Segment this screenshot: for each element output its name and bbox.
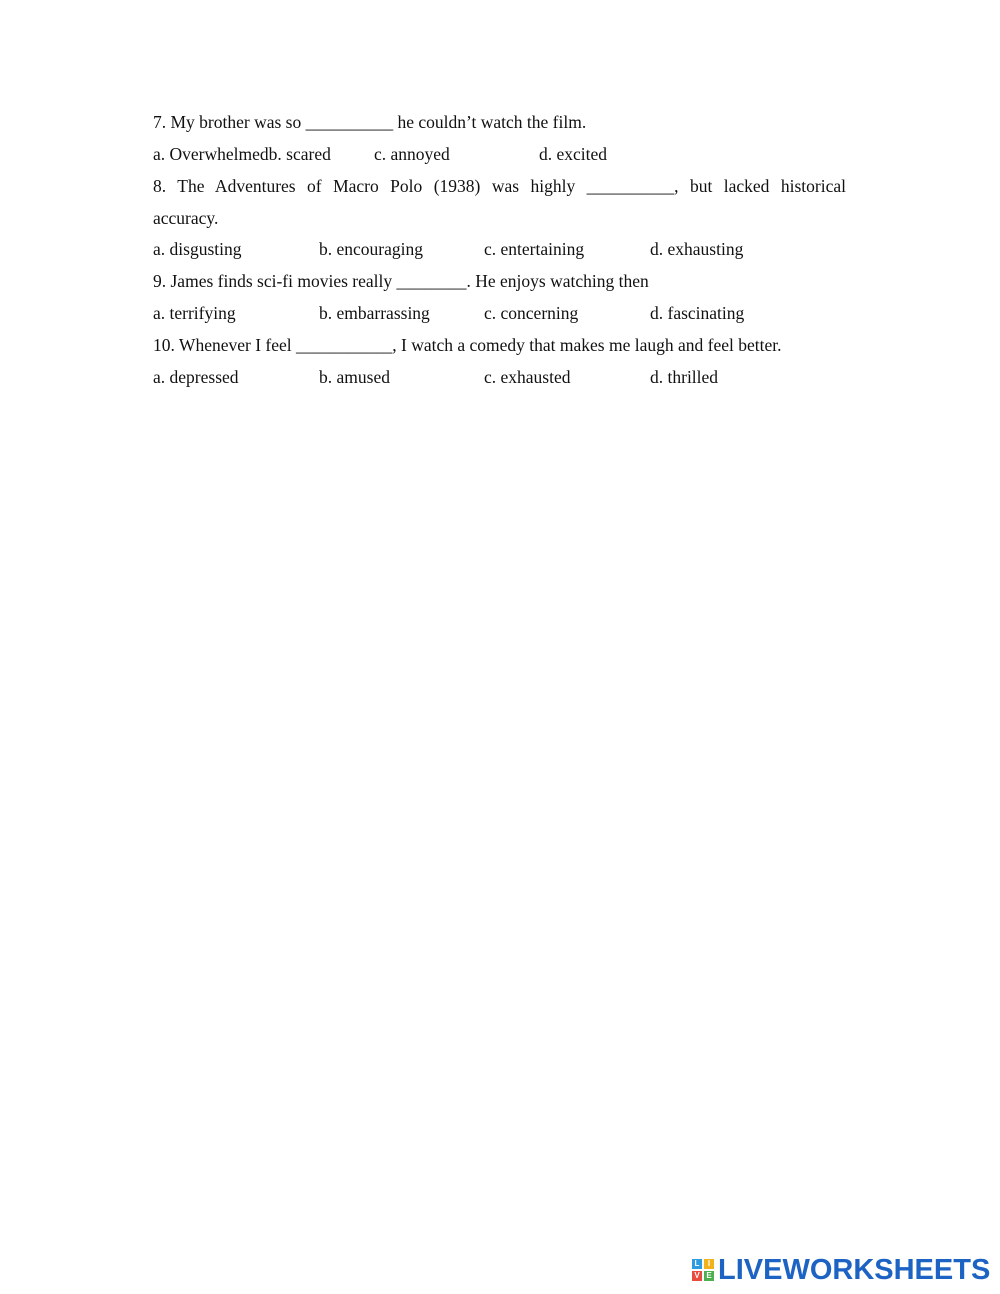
question-7-option-a-b[interactable]: a. Overwhelmedb. scared — [153, 144, 331, 164]
liveworksheets-logo-icon: L I V E — [692, 1259, 714, 1281]
logo-text: LIVEWORKSHEETS — [718, 1254, 991, 1286]
question-7-stem: 7. My brother was so __________ he couldn’t watch the film. — [153, 112, 587, 132]
question-9-option-b[interactable]: b. embarrassing — [319, 303, 430, 323]
question-9-option-d[interactable]: d. fascinating — [650, 303, 745, 323]
liveworksheets-logo[interactable] — [692, 1255, 990, 1285]
question-8-stem-line-1: 8. The Adventures of Macro Polo (1938) was highly __________, but lacked historical — [153, 176, 846, 196]
question-10-option-d[interactable]: d. thrilled — [650, 367, 719, 387]
question-10-option-b[interactable]: b. amused — [319, 367, 390, 387]
question-10-option-a[interactable]: a. depressed — [153, 367, 239, 387]
question-7-option-c[interactable]: c. annoyed — [374, 144, 450, 164]
question-8-stem-line-2: accuracy. — [153, 208, 219, 228]
question-9-option-c[interactable]: c. concerning — [484, 303, 579, 323]
question-7-option-d[interactable]: d. excited — [539, 144, 608, 164]
question-10-option-c[interactable]: c. exhausted — [484, 367, 571, 387]
question-8-option-a[interactable]: a. disgusting — [153, 239, 242, 259]
question-8-option-d[interactable]: d. exhausting — [650, 239, 744, 259]
question-9-stem: 9. James finds sci-fi movies really ________. He enjoys watching then — [153, 271, 649, 291]
question-8-option-c[interactable]: c. entertaining — [484, 239, 585, 259]
question-10-stem: 10. Whenever I feel ___________, I watch a comedy that makes me laugh and feel better. — [153, 335, 782, 355]
question-8-option-b[interactable]: b. encouraging — [319, 239, 423, 259]
question-9-option-a[interactable]: a. terrifying — [153, 303, 236, 323]
